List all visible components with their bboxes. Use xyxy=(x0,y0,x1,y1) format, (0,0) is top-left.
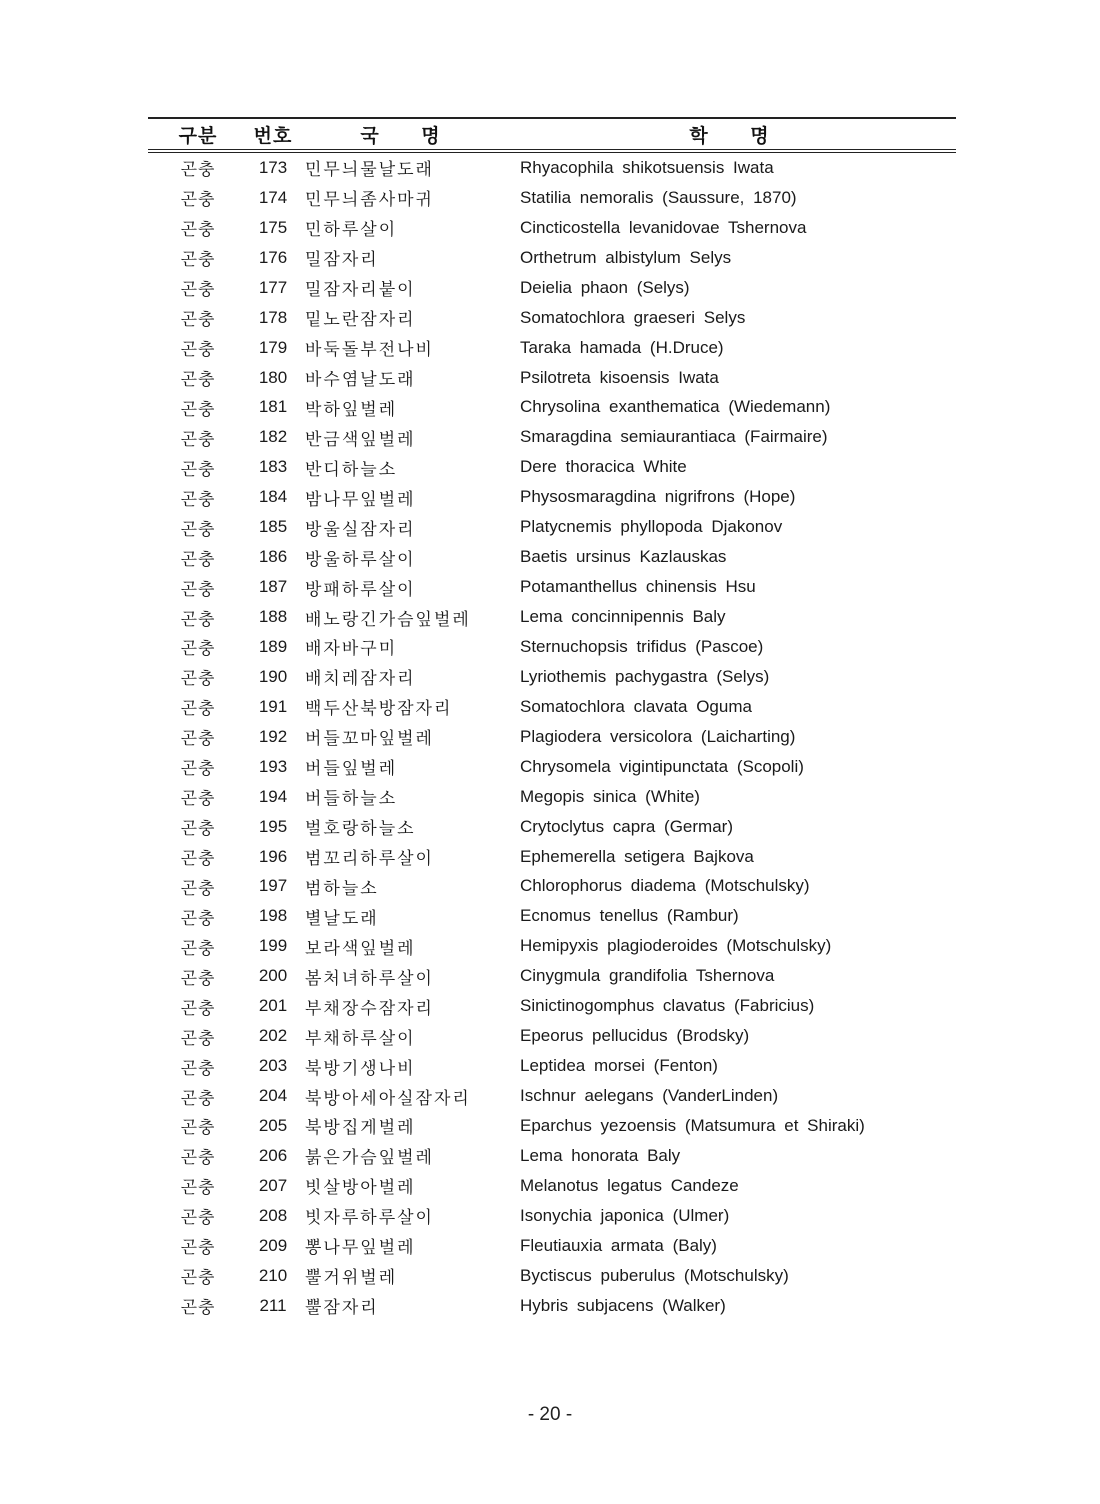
cell-category: 곤충 xyxy=(180,1088,216,1109)
cell-number: 193 xyxy=(258,756,288,776)
table-row xyxy=(148,1021,956,1051)
cell-scientific-name: Smaragdina semiaurantiaca (Fairmaire) xyxy=(520,427,828,447)
cell-scientific-name: Isonychia japonica (Ulmer) xyxy=(520,1205,730,1225)
header-number: 번호 xyxy=(248,118,298,151)
cell-korean-name: 바수염날도래 xyxy=(305,370,416,391)
table-row xyxy=(148,722,956,752)
cell-number: 173 xyxy=(258,157,288,177)
cell-scientific-name: Lema concinnipennis Baly xyxy=(520,607,726,627)
cell-category: 곤충 xyxy=(180,609,216,630)
cell-category: 곤충 xyxy=(180,370,216,391)
cell-number: 210 xyxy=(258,1265,288,1285)
cell-korean-name: 버들하늘소 xyxy=(305,789,398,810)
cell-korean-name: 보라색잎벌레 xyxy=(305,938,416,959)
cell-scientific-name: Somatochlora graeseri Selys xyxy=(520,307,746,327)
header-row xyxy=(148,118,956,151)
cell-scientific-name: Orthetrum albistylum Selys xyxy=(520,247,732,267)
cell-category: 곤충 xyxy=(180,1268,216,1289)
cell-category: 곤충 xyxy=(180,1178,216,1199)
cell-category: 곤충 xyxy=(180,280,216,301)
cell-korean-name: 밀잠자리붙이 xyxy=(305,280,416,301)
table-row xyxy=(148,452,956,482)
cell-scientific-name: Sinictinogomphus clavatus (Fabricius) xyxy=(520,996,815,1016)
cell-korean-name: 민무늬물날도래 xyxy=(305,160,434,181)
table-row xyxy=(148,1261,956,1291)
cell-scientific-name: Statilia nemoralis (Saussure, 1870) xyxy=(520,187,797,207)
cell-category: 곤충 xyxy=(180,1148,216,1169)
cell-number: 203 xyxy=(258,1056,288,1076)
cell-scientific-name: Platycnemis phyllopoda Djakonov xyxy=(520,517,783,537)
cell-category: 곤충 xyxy=(180,819,216,840)
cell-korean-name: 빗자루하루살이 xyxy=(305,1208,434,1229)
cell-scientific-name: Epeorus pellucidus (Brodsky) xyxy=(520,1026,750,1046)
cell-korean-name: 버들꼬마잎벌레 xyxy=(305,729,434,750)
table-row xyxy=(148,1111,956,1141)
cell-number: 177 xyxy=(258,277,288,297)
cell-number: 196 xyxy=(258,846,288,866)
cell-number: 209 xyxy=(258,1235,288,1255)
cell-scientific-name: Chrysomela vigintipunctata (Scopoli) xyxy=(520,756,804,776)
cell-scientific-name: Baetis ursinus Kazlauskas xyxy=(520,547,727,567)
table-row xyxy=(148,482,956,512)
table-row xyxy=(148,602,956,632)
cell-scientific-name: Ephemerella setigera Bajkova xyxy=(520,846,754,866)
cell-korean-name: 부채장수잠자리 xyxy=(305,998,434,1019)
table-row xyxy=(148,842,956,872)
cell-scientific-name: Hemipyxis plagioderoides (Motschulsky) xyxy=(520,936,832,956)
cell-scientific-name: Taraka hamada (H.Druce) xyxy=(520,337,724,357)
species-table xyxy=(148,117,956,1321)
cell-category: 곤충 xyxy=(180,699,216,720)
table-row xyxy=(148,303,956,333)
cell-number: 181 xyxy=(258,397,288,417)
cell-category: 곤충 xyxy=(180,1298,216,1319)
cell-scientific-name: Potamanthellus chinensis Hsu xyxy=(520,577,756,597)
cell-number: 201 xyxy=(258,996,288,1016)
cell-number: 202 xyxy=(258,1026,288,1046)
cell-number: 184 xyxy=(258,487,288,507)
cell-number: 198 xyxy=(258,906,288,926)
cell-scientific-name: Deielia phaon (Selys) xyxy=(520,277,690,297)
cell-number: 205 xyxy=(258,1115,288,1135)
cell-category: 곤충 xyxy=(180,789,216,810)
cell-scientific-name: Fleutiauxia armata (Baly) xyxy=(520,1235,717,1255)
cell-korean-name: 민무늬좀사마귀 xyxy=(305,190,434,211)
cell-number: 182 xyxy=(258,427,288,447)
cell-scientific-name: Melanotus legatus Candeze xyxy=(520,1175,739,1195)
cell-number: 206 xyxy=(258,1145,288,1165)
cell-scientific-name: Lyriothemis pachygastra (Selys) xyxy=(520,666,770,686)
table-row xyxy=(148,422,956,452)
cell-category: 곤충 xyxy=(180,1118,216,1139)
cell-category: 곤충 xyxy=(180,938,216,959)
cell-category: 곤충 xyxy=(180,399,216,420)
cell-category: 곤충 xyxy=(180,429,216,450)
cell-category: 곤충 xyxy=(180,549,216,570)
cell-scientific-name: Sternuchopsis trifidus (Pascoe) xyxy=(520,636,764,656)
cell-korean-name: 빗살방아벌레 xyxy=(305,1178,416,1199)
cell-scientific-name: Cinygmula grandifolia Tshernova xyxy=(520,966,775,986)
cell-korean-name: 배노랑긴가슴잎벌레 xyxy=(305,609,471,630)
cell-scientific-name: Plagiodera versicolora (Laicharting) xyxy=(520,726,796,746)
header-category: 구분 xyxy=(148,118,248,151)
cell-number: 179 xyxy=(258,337,288,357)
cell-number: 208 xyxy=(258,1205,288,1225)
cell-number: 176 xyxy=(258,247,288,267)
cell-korean-name: 북방기생나비 xyxy=(305,1058,416,1079)
table-row xyxy=(148,1291,956,1321)
table-row xyxy=(148,961,956,991)
cell-number: 188 xyxy=(258,607,288,627)
cell-number: 197 xyxy=(258,876,288,896)
cell-category: 곤충 xyxy=(180,849,216,870)
cell-korean-name: 부채하루살이 xyxy=(305,1028,416,1049)
cell-number: 185 xyxy=(258,517,288,537)
cell-scientific-name: Leptidea morsei (Fenton) xyxy=(520,1056,718,1076)
cell-korean-name: 방패하루살이 xyxy=(305,579,416,600)
table-header xyxy=(148,118,956,151)
cell-korean-name: 범하늘소 xyxy=(305,878,379,899)
cell-scientific-name: Byctiscus puberulus (Motschulsky) xyxy=(520,1265,789,1285)
table-row xyxy=(148,393,956,423)
cell-korean-name: 방울하루살이 xyxy=(305,549,416,570)
cell-korean-name: 백두산북방잠자리 xyxy=(305,699,453,720)
cell-category: 곤충 xyxy=(180,190,216,211)
cell-korean-name: 밑노란잠자리 xyxy=(305,310,416,331)
cell-korean-name: 배치레잠자리 xyxy=(305,669,416,690)
table-row xyxy=(148,991,956,1021)
cell-number: 178 xyxy=(258,307,288,327)
cell-scientific-name: Somatochlora clavata Oguma xyxy=(520,696,752,716)
table-row xyxy=(148,1231,956,1261)
cell-category: 곤충 xyxy=(180,669,216,690)
table-row xyxy=(148,542,956,572)
table-row xyxy=(148,782,956,812)
table-row xyxy=(148,151,956,183)
table-row xyxy=(148,1201,956,1231)
cell-number: 187 xyxy=(258,577,288,597)
header-korean-name: 국 명 xyxy=(298,118,520,151)
cell-category: 곤충 xyxy=(180,639,216,660)
cell-korean-name: 밤나무잎벌레 xyxy=(305,489,416,510)
cell-korean-name: 민하루살이 xyxy=(305,220,398,241)
cell-category: 곤충 xyxy=(180,1028,216,1049)
header-scientific-name: 학 명 xyxy=(520,118,956,151)
cell-number: 200 xyxy=(258,966,288,986)
cell-category: 곤충 xyxy=(180,1208,216,1229)
cell-korean-name: 방울실잠자리 xyxy=(305,519,416,540)
cell-number: 183 xyxy=(258,457,288,477)
table-row xyxy=(148,213,956,243)
cell-scientific-name: Psilotreta kisoensis Iwata xyxy=(520,367,719,387)
table-row xyxy=(148,333,956,363)
cell-korean-name: 북방아세아실잠자리 xyxy=(305,1088,471,1109)
cell-korean-name: 봄처녀하루살이 xyxy=(305,968,434,989)
table-row xyxy=(148,812,956,842)
table-row xyxy=(148,931,956,961)
cell-number: 189 xyxy=(258,636,288,656)
cell-category: 곤충 xyxy=(180,160,216,181)
table-body xyxy=(148,151,956,1321)
cell-korean-name: 바둑돌부전나비 xyxy=(305,340,434,361)
cell-category: 곤충 xyxy=(180,908,216,929)
cell-scientific-name: Rhyacophila shikotsuensis Iwata xyxy=(520,157,774,177)
cell-scientific-name: Ecnomus tenellus (Rambur) xyxy=(520,906,739,926)
table-row xyxy=(148,1051,956,1081)
table-row xyxy=(148,183,956,213)
table-row xyxy=(148,1081,956,1111)
table-row xyxy=(148,632,956,662)
table-row xyxy=(148,243,956,273)
cell-scientific-name: Dere thoracica White xyxy=(520,457,687,477)
table-row xyxy=(148,692,956,722)
cell-category: 곤충 xyxy=(180,968,216,989)
cell-scientific-name: Chrysolina exanthematica (Wiedemann) xyxy=(520,397,831,417)
table-row xyxy=(148,752,956,782)
cell-number: 180 xyxy=(258,367,288,387)
page-number: - 20 - xyxy=(527,1404,573,1425)
cell-scientific-name: Cincticostella levanidovae Tshernova xyxy=(520,217,807,237)
cell-category: 곤충 xyxy=(180,220,216,241)
cell-category: 곤충 xyxy=(180,1238,216,1259)
cell-number: 191 xyxy=(258,696,288,716)
cell-scientific-name: Hybris subjacens (Walker) xyxy=(520,1295,726,1315)
cell-korean-name: 붉은가슴잎벌레 xyxy=(305,1148,434,1169)
cell-category: 곤충 xyxy=(180,340,216,361)
cell-category: 곤충 xyxy=(180,878,216,899)
cell-category: 곤충 xyxy=(180,729,216,750)
cell-korean-name: 박하잎벌레 xyxy=(305,399,398,420)
table-row xyxy=(148,901,956,931)
cell-korean-name: 반디하늘소 xyxy=(305,459,398,480)
cell-korean-name: 배자바구미 xyxy=(305,639,398,660)
cell-category: 곤충 xyxy=(180,459,216,480)
table-row xyxy=(148,872,956,902)
cell-category: 곤충 xyxy=(180,998,216,1019)
cell-scientific-name: Ischnur aelegans (VanderLinden) xyxy=(520,1086,779,1106)
cell-category: 곤충 xyxy=(180,250,216,271)
cell-scientific-name: Physosmaragdina nigrifrons (Hope) xyxy=(520,487,796,507)
cell-korean-name: 반금색잎벌레 xyxy=(305,429,416,450)
cell-number: 174 xyxy=(258,187,288,207)
table-row xyxy=(148,363,956,393)
cell-number: 195 xyxy=(258,816,288,836)
cell-scientific-name: Megopis sinica (White) xyxy=(520,786,700,806)
cell-korean-name: 뿔잠자리 xyxy=(305,1298,379,1319)
cell-category: 곤충 xyxy=(180,1058,216,1079)
cell-number: 204 xyxy=(258,1086,288,1106)
cell-number: 192 xyxy=(258,726,288,746)
cell-scientific-name: Crytoclytus capra (Germar) xyxy=(520,816,733,836)
cell-category: 곤충 xyxy=(180,759,216,780)
cell-number: 194 xyxy=(258,786,288,806)
cell-number: 211 xyxy=(259,1295,287,1315)
cell-scientific-name: Lema honorata Baly xyxy=(520,1145,681,1165)
cell-korean-name: 뿔거위벌레 xyxy=(305,1268,398,1289)
cell-korean-name: 뽕나무잎벌레 xyxy=(305,1238,416,1259)
cell-scientific-name: Chlorophorus diadema (Motschulsky) xyxy=(520,876,810,896)
cell-number: 186 xyxy=(258,547,288,567)
cell-scientific-name: Eparchus yezoensis (Matsumura et Shiraki) xyxy=(520,1115,865,1135)
cell-korean-name: 밀잠자리 xyxy=(305,250,379,271)
cell-korean-name: 별날도래 xyxy=(305,908,379,929)
cell-number: 207 xyxy=(258,1175,288,1195)
cell-korean-name: 북방집게벌레 xyxy=(305,1118,416,1139)
cell-korean-name: 범꼬리하루살이 xyxy=(305,849,434,870)
cell-category: 곤충 xyxy=(180,579,216,600)
table-row xyxy=(148,273,956,303)
cell-korean-name: 벌호랑하늘소 xyxy=(305,819,416,840)
table-row xyxy=(148,662,956,692)
cell-category: 곤충 xyxy=(180,310,216,331)
table-row xyxy=(148,1141,956,1171)
cell-number: 175 xyxy=(258,217,288,237)
cell-category: 곤충 xyxy=(180,489,216,510)
table-row xyxy=(148,572,956,602)
cell-number: 190 xyxy=(258,666,288,686)
cell-category: 곤충 xyxy=(180,519,216,540)
cell-korean-name: 버들잎벌레 xyxy=(305,759,398,780)
cell-number: 199 xyxy=(258,936,288,956)
table-row xyxy=(148,1171,956,1201)
table-row xyxy=(148,512,956,542)
